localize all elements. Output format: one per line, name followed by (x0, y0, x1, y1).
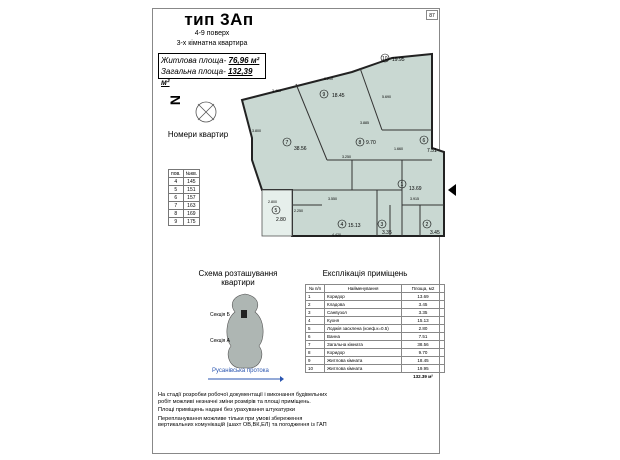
table-total-row: 132.39 м² (413, 374, 433, 379)
location-scheme (205, 290, 285, 370)
table-row: 7 163 (169, 202, 200, 210)
rooms-table-title: Експлікація приміщень (322, 269, 408, 278)
room-9-area: 18.45 (332, 93, 345, 99)
dim-label: 3.915 (410, 197, 419, 201)
table-row: 2 Кладова 3.45 (306, 301, 445, 309)
dim-label: 3.460 (272, 89, 281, 93)
svg-text:10: 10 (382, 56, 388, 62)
floors-label: 4-9 поверх (194, 30, 230, 37)
living-area-label: Житлова площа- (161, 56, 227, 65)
dim-label: 3.250 (342, 155, 351, 159)
svg-text:2: 2 (425, 222, 429, 228)
total-area-label: Загальна площа- (161, 67, 226, 76)
north-arrow-icon: N (167, 94, 184, 106)
room-3-area: 3.35 (382, 230, 392, 236)
table-row: 5 Лоджія засклена (коеф.к=0.5) 2.80 (306, 325, 445, 333)
apartment-type: 3-х кімнатна квартира (176, 40, 248, 47)
note-3: Перепланування можливе тільки при умові збереження вертикальних комунікацій (шахт ОВ,ВК,ЕЛ) та погодження із ГАП (158, 415, 327, 429)
room-6-area: 7.51 (427, 148, 437, 154)
room-5-area: 2.80 (276, 217, 286, 223)
floor-plan (232, 40, 454, 248)
svg-text:4: 4 (340, 222, 344, 228)
svg-text:8: 8 (358, 140, 362, 146)
room-8-area: 9.70 (366, 140, 376, 146)
compass-icon (194, 100, 218, 124)
svg-text:3: 3 (380, 222, 384, 228)
table-row: 7 Загальна кімната 38.56 (306, 341, 445, 349)
river-line (206, 374, 286, 384)
table-row: 6 Ванна 7.51 (306, 333, 445, 341)
location-scheme-title: Схема розташування квартири (198, 269, 278, 287)
room-7-area: 38.56 (294, 146, 307, 152)
dim-label: 3.885 (360, 121, 369, 125)
note-2: Площі приміщень надані без урахування штукатурки (158, 407, 295, 414)
table-row: 4 145 (169, 178, 200, 186)
svg-text:9: 9 (322, 92, 326, 98)
dim-label: 4.420 (332, 233, 341, 237)
rooms-table: № п/п Найменування Площа, м2 1 Коридор 13.69 2 Кладова 3.45 3 Санвузол 3.35 4 Кухня 15.13 5 Лоджія засклена (коеф.к=0.5) 2.80 6 Ванна 7.51 7 Загальна кімната 38.56 8 Коридор 9.70 9 Житлова кімната 18.45 10 Житлова кімната 19.95 132.39 м² (305, 284, 445, 380)
page-number: 87 (426, 10, 438, 20)
dim-label: 2.250 (294, 209, 303, 213)
dim-label: 5.690 (382, 95, 391, 99)
svg-text:7: 7 (285, 140, 289, 146)
total-area-value: 132,39 м² (161, 67, 253, 87)
living-area-value: 76,96 м² (228, 56, 260, 65)
svg-text:1: 1 (400, 182, 404, 188)
room-2-area: 3.45 (430, 230, 440, 236)
table-row: 8 169 (169, 210, 200, 218)
dim-label: 3.800 (252, 129, 261, 133)
dim-label: 3.550 (328, 197, 337, 201)
apartment-numbers-table: пов. №кв. 4 145 5 151 6 157 7 163 8 169 9 175 (168, 169, 200, 226)
room-10-area: 19.95 (392, 57, 405, 63)
dim-label: 3.210 (324, 77, 333, 81)
table-row: 9 Житлова кімната 18.45 (306, 357, 445, 365)
table-row: 3 Санвузол 3.35 (306, 309, 445, 317)
table-row: 1 Коридор 13.69 (306, 293, 445, 301)
entrance-arrow-icon (448, 184, 456, 196)
svg-text:5: 5 (274, 208, 278, 214)
table-row: 8 Коридор 9.70 (306, 349, 445, 357)
room-1-area: 13.69 (409, 186, 422, 192)
table-row: 4 Кухня 15.13 (306, 317, 445, 325)
dim-label: 2.800 (268, 200, 277, 204)
room-4-area: 15.13 (348, 223, 361, 229)
notes (158, 392, 338, 431)
section-a-label: Секція А (210, 338, 230, 344)
page-title: тип 3Ап (184, 10, 254, 29)
dim-label: 1.660 (394, 147, 403, 151)
river-label: Русанівська протока (212, 368, 269, 374)
table-row: 6 157 (169, 194, 200, 202)
note-1: На стадії розробки робочої документації і виконання будівельних робіт можливі незначні зміни розмірів та площі приміщень. (158, 392, 328, 405)
table-row: 9 175 (169, 218, 200, 226)
svg-text:6: 6 (422, 138, 426, 144)
apartment-numbers-title: Номери квартир (167, 130, 229, 139)
section-b-label: Секція Б (210, 312, 230, 318)
table-row: 5 151 (169, 186, 200, 194)
table-row: 10 Житлова кімната 19.95 (306, 365, 445, 373)
